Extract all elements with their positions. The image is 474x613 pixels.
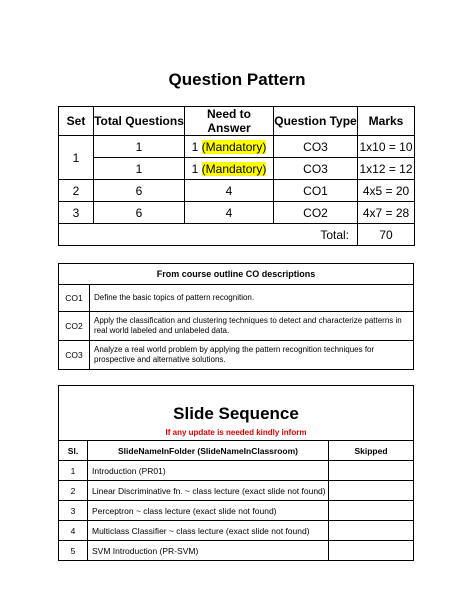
header-total-questions: Total Questions <box>94 107 185 136</box>
cell-sl: 4 <box>59 521 88 541</box>
table-row <box>59 461 414 481</box>
cell-need <box>185 158 274 180</box>
cell-total: 1 <box>94 136 185 158</box>
slide-sequence-table <box>58 385 414 561</box>
cell-sl: 1 <box>59 461 88 481</box>
header-question-type: Question Type <box>274 107 358 136</box>
table-header-row <box>59 441 414 461</box>
cell-marks: 1x12 = 12 <box>358 158 415 180</box>
table-row <box>59 136 415 158</box>
cell-need <box>185 136 274 158</box>
table-row <box>59 158 415 180</box>
cell-skipped <box>329 481 414 501</box>
header-slide-name: SlideNameInFolder (SlideNameInClassroom) <box>88 441 329 461</box>
cell-total: 1 <box>94 158 185 180</box>
table-row <box>59 312 414 341</box>
table-row <box>59 501 414 521</box>
header-sl: Sl. <box>59 441 88 461</box>
header-skipped: Skipped <box>329 441 414 461</box>
mandatory-highlight: (Mandatory) <box>201 139 267 154</box>
cell-total: 6 <box>94 202 185 224</box>
cell-marks: 4x5 = 20 <box>358 180 415 202</box>
question-pattern-title: Question Pattern <box>168 70 306 89</box>
table-row <box>59 541 414 561</box>
cell-marks: 4x7 = 28 <box>358 202 415 224</box>
need-number: 1 <box>191 139 199 154</box>
cell-need: 4 <box>185 180 274 202</box>
cell-set: 1 <box>59 136 94 180</box>
cell-type: CO1 <box>274 180 358 202</box>
header-need-to-answer: Need to Answer <box>185 107 274 136</box>
co-code: CO1 <box>59 285 90 312</box>
total-value: 70 <box>358 224 415 246</box>
table-row <box>59 285 414 312</box>
table-row <box>59 521 414 541</box>
co-description: Apply the classification and clustering techniques to detect and characterize patterns in real world labeled and unlabeled data. <box>90 312 414 341</box>
cell-type: CO2 <box>274 202 358 224</box>
cell-slide-name: SVM Introduction (PR-SVM) <box>88 541 329 561</box>
total-label: Total: <box>59 224 358 246</box>
table-row <box>59 481 414 501</box>
mandatory-highlight: (Mandatory) <box>201 161 267 176</box>
cell-slide-name: Linear Discriminative fn. ~ class lecture (exact slide not found) <box>88 481 329 501</box>
co-table-heading: From course outline CO descriptions <box>59 264 414 285</box>
cell-sl: 2 <box>59 481 88 501</box>
co-code: CO2 <box>59 312 90 341</box>
cell-slide-name: Introduction (PR01) <box>88 461 329 481</box>
cell-slide-name: Multiclass Classifier ~ class lecture (exact slide not found) <box>88 521 329 541</box>
slide-sequence-title: Slide Sequence <box>173 404 299 423</box>
cell-type: CO3 <box>274 136 358 158</box>
cell-type: CO3 <box>274 158 358 180</box>
total-row <box>59 224 415 246</box>
cell-skipped <box>329 521 414 541</box>
update-note: If any update is needed kindly inform <box>165 428 307 437</box>
co-description: Define the basic topics of pattern recognition. <box>90 285 414 312</box>
table-row <box>59 341 414 370</box>
co-description-table <box>58 263 414 370</box>
cell-set: 2 <box>59 180 94 202</box>
cell-slide-name: Perceptron ~ class lecture (exact slide not found) <box>88 501 329 521</box>
table-row <box>59 202 415 224</box>
cell-skipped <box>329 541 414 561</box>
co-code: CO3 <box>59 341 90 370</box>
table-header-row <box>59 107 415 136</box>
cell-marks: 1x10 = 10 <box>358 136 415 158</box>
header-set: Set <box>59 107 94 136</box>
cell-skipped <box>329 501 414 521</box>
question-pattern-table <box>58 106 415 246</box>
cell-sl: 3 <box>59 501 88 521</box>
slide-sequence-header <box>59 386 414 441</box>
need-number: 1 <box>191 161 199 176</box>
co-description: Analyze a real world problem by applying the pattern recognition techniques for prospective and alternative solutions. <box>90 341 414 370</box>
cell-set: 3 <box>59 202 94 224</box>
header-marks: Marks <box>358 107 415 136</box>
cell-skipped <box>329 461 414 481</box>
cell-need: 4 <box>185 202 274 224</box>
cell-total: 6 <box>94 180 185 202</box>
cell-sl: 5 <box>59 541 88 561</box>
table-row <box>59 180 415 202</box>
